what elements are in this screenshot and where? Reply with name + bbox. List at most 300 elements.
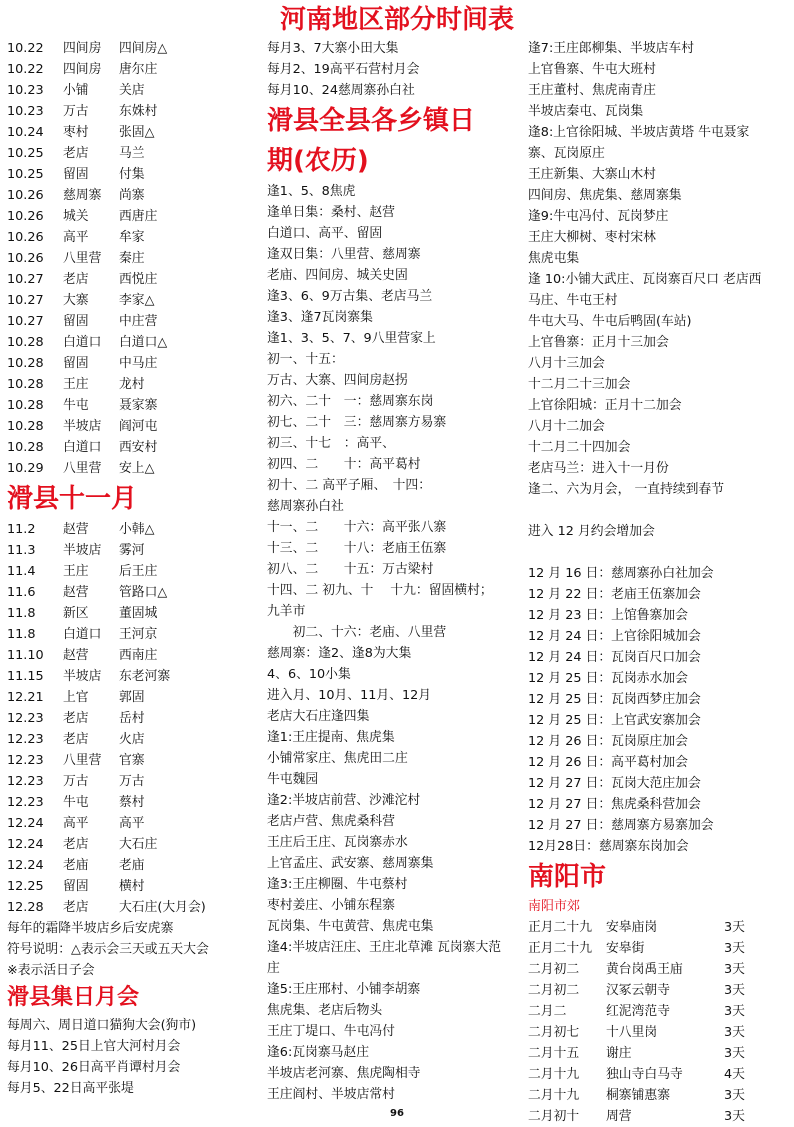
october-row-cell: 西安村 xyxy=(119,440,158,455)
market-day-line: 焦虎集、老店后物头 xyxy=(267,1003,383,1018)
market-day-line: 初八、二 十五：万古梁村 xyxy=(267,562,434,577)
temple-fair-row xyxy=(528,1043,790,1064)
october-row xyxy=(7,122,262,143)
december-fair-line: 12 月 25 日：瓦岗赤水加会 xyxy=(528,671,688,686)
october-row-cell: 唐尔庄 xyxy=(119,62,158,77)
market-day-line: 逢1、3、5、7、9八里营家上 xyxy=(267,331,436,346)
october-row-cell: 高平 xyxy=(63,230,89,245)
temple-fair-row-cell: 十八里岗 xyxy=(606,1025,658,1040)
october-row-cell: 10.28 xyxy=(7,398,44,413)
october-row xyxy=(7,353,262,374)
october-row-cell: 10.23 xyxy=(7,83,44,98)
november-row-cell: 官寨 xyxy=(119,753,145,768)
market-day-line: 逢4:半坡店汪庄、王庄北草滩 瓦岗寨大范 xyxy=(267,940,502,955)
december-fair-line: 12 月 27 日：瓦岗大范庄加会 xyxy=(528,776,701,791)
market-day-line: 初一、十五： xyxy=(267,352,344,367)
october-row-cell: 10.28 xyxy=(7,419,44,434)
november-row-cell: 大石庄 xyxy=(119,837,158,852)
november-row-cell: 11.2 xyxy=(7,522,36,537)
temple-fair-row-cell: 黄台岗禹王庙 xyxy=(606,962,683,977)
temple-fair-row-cell: 3天 xyxy=(724,983,745,998)
november-row-cell: 老庙 xyxy=(119,858,145,873)
october-row xyxy=(7,311,262,332)
november-row-cell: 半坡店 xyxy=(63,669,102,684)
november-row-cell: 王河京 xyxy=(119,627,158,642)
market-day-line: 老庙、四间房、城关史固 xyxy=(267,268,408,283)
column-left xyxy=(7,38,262,1099)
market-day-line: 十三、二 十八：老庙王伍寨 xyxy=(267,541,447,556)
october-row xyxy=(7,164,262,185)
october-row-cell: 张固△ xyxy=(119,125,155,140)
november-row-cell: 火店 xyxy=(119,732,145,747)
market-day-line: 初三、十七 ：高平、 xyxy=(267,436,395,451)
market-day-line: 十二月二十三加会 xyxy=(528,377,631,392)
november-row xyxy=(7,792,262,813)
market-day-line: 瓦岗集、牛屯黄营、焦虎屯集 xyxy=(267,919,434,934)
november-row-cell: 12.28 xyxy=(7,900,44,915)
october-row-cell: 付集 xyxy=(119,167,145,182)
november-row xyxy=(7,687,262,708)
section-subheading-nanyang-suburb: 南阳市郊 xyxy=(528,899,581,914)
market-day-line: 寨、瓦岗原庄 xyxy=(528,146,605,161)
october-row-cell: 八里营 xyxy=(63,251,102,266)
temple-fair-row-cell: 3天 xyxy=(724,962,745,977)
temple-fair-row-cell: 3天 xyxy=(724,920,745,935)
october-row xyxy=(7,59,262,80)
november-row-cell: 留固 xyxy=(63,879,89,894)
november-row-cell: 老庙 xyxy=(63,858,89,873)
november-row-cell: 11.15 xyxy=(7,669,44,684)
november-row xyxy=(7,540,262,561)
temple-fair-row xyxy=(528,938,790,959)
note-line: 每年的霜降半坡店乡后安虎寨 xyxy=(7,921,174,936)
market-day-line: 枣村姜庄、小铺东程寨 xyxy=(267,898,395,913)
october-row-cell: 10.25 xyxy=(7,146,44,161)
october-row-cell: 东姝村 xyxy=(119,104,158,119)
november-row xyxy=(7,750,262,771)
market-day-line: 逢2:半坡店前营、沙滩沱村 xyxy=(267,793,421,808)
october-row-cell: 10.22 xyxy=(7,41,44,56)
november-row-cell: 白道口 xyxy=(63,627,102,642)
october-row-cell: 留固 xyxy=(63,314,89,329)
november-row-cell: 12.23 xyxy=(7,753,44,768)
temple-fair-row xyxy=(528,1022,790,1043)
market-day-line: 逢3:王庄柳圈、牛屯蔡村 xyxy=(267,877,408,892)
market-day-line: 逢单日集：桑村、赵营 xyxy=(267,205,395,220)
october-row xyxy=(7,395,262,416)
december-fair-line: 12 月 24 日：瓦岗百尺口加会 xyxy=(528,650,701,665)
november-row xyxy=(7,855,262,876)
november-row xyxy=(7,645,262,666)
column-right xyxy=(528,38,790,1127)
november-row-cell: 管路口△ xyxy=(119,585,168,600)
market-day-line: 十一、二 十六：高平张八寨 xyxy=(267,520,447,535)
october-row xyxy=(7,143,262,164)
market-day-line: 王庄丁堤口、牛屯冯付 xyxy=(267,1024,395,1039)
temple-fair-row-cell: 独山寺白马寺 xyxy=(606,1067,683,1082)
october-row xyxy=(7,437,262,458)
market-day-line: 逢二、六为月会， 一直持续到春节 xyxy=(528,482,725,497)
october-row-cell: 10.26 xyxy=(7,188,44,203)
market-day-line: 逢双日集：八里营、慈周寨 xyxy=(267,247,421,262)
temple-fair-row xyxy=(528,980,790,1001)
market-day-line: 牛屯大马、牛屯后鸭固(车站) xyxy=(528,314,692,329)
december-fair-line: 12 月 24 日：上官徐阳城加会 xyxy=(528,629,701,644)
october-row-cell: 小铺 xyxy=(63,83,89,98)
market-day-line: 万古、大寨、四间房赵拐 xyxy=(267,373,408,388)
october-row xyxy=(7,80,262,101)
section-heading-town-dates-1: 滑县全县各乡镇日 xyxy=(267,106,476,136)
market-day-line: 初六、二十 一：慈周寨东岗 xyxy=(267,394,434,409)
market-day-line: 九羊市 xyxy=(267,604,306,619)
temple-fair-row-cell: 4天 xyxy=(724,1067,745,1082)
market-day-line: 半坡店老河寨、焦虎陶相寺 xyxy=(267,1066,421,1081)
column-middle xyxy=(267,38,527,1105)
market-day-line: 庄 xyxy=(267,961,280,976)
november-row-cell: 王庄 xyxy=(63,564,89,579)
october-row xyxy=(7,206,262,227)
november-row xyxy=(7,519,262,540)
november-row-cell: 12.23 xyxy=(7,774,44,789)
temple-fair-row xyxy=(528,1085,790,1106)
temple-fair-row-cell: 3天 xyxy=(724,1004,745,1019)
note-line: ※表示活日子会 xyxy=(7,963,95,978)
december-fair-line: 12 月 22 日：老庙王伍寨加会 xyxy=(528,587,701,602)
december-fair-line: 12 月 25 日：瓦岗西梦庄加会 xyxy=(528,692,701,707)
section-heading-nanyang: 南阳市 xyxy=(528,862,607,892)
market-day-line: 王庄董村、焦虎南青庄 xyxy=(528,83,656,98)
november-row-cell: 小韩△ xyxy=(119,522,155,537)
market-day-line: 慈周寨孙白社 xyxy=(267,499,344,514)
october-row-cell: 10.27 xyxy=(7,293,44,308)
november-row xyxy=(7,876,262,897)
temple-fair-row xyxy=(528,917,790,938)
market-day-line: 逢1:王庄提南、焦虎集 xyxy=(267,730,395,745)
october-row-cell: 马兰 xyxy=(119,146,145,161)
market-day-line: 初七、二十 三：慈周寨方易寨 xyxy=(267,415,447,430)
monthly-fair-line: 每月10、24慈周寨孙白社 xyxy=(267,83,415,98)
monthly-fair-line: 每月3、7大寨小田大集 xyxy=(267,41,399,56)
november-row xyxy=(7,708,262,729)
note-line: 符号说明：△表示会三天或五天大会 xyxy=(7,942,209,957)
temple-fair-row-cell: 二月初十 xyxy=(528,1109,580,1124)
october-row xyxy=(7,416,262,437)
december-fair-line: 12 月 26 日：高平葛村加会 xyxy=(528,755,688,770)
temple-fair-row-cell: 3天 xyxy=(724,1025,745,1040)
page-number: 96 xyxy=(390,1108,404,1119)
october-row-cell: 白道口 xyxy=(63,335,102,350)
october-row-cell: 牛屯 xyxy=(63,398,89,413)
november-row-cell: 万古 xyxy=(63,774,89,789)
october-row-cell: 10.22 xyxy=(7,62,44,77)
november-row-cell: 高平 xyxy=(119,816,145,831)
october-row-cell: 中马庄 xyxy=(119,356,158,371)
temple-fair-row-cell: 安皋街 xyxy=(606,941,645,956)
market-line: 每周六、周日道口猫狗大会(狗市) xyxy=(7,1018,197,1033)
market-day-line: 八月十三加会 xyxy=(528,356,605,371)
november-row-cell: 12.23 xyxy=(7,732,44,747)
october-row-cell: 10.23 xyxy=(7,104,44,119)
temple-fair-row xyxy=(528,1001,790,1022)
november-row-cell: 蔡村 xyxy=(119,795,145,810)
november-row-cell: 董固城 xyxy=(119,606,158,621)
market-day-line: 焦虎屯集 xyxy=(528,251,580,266)
market-day-line: 慈周寨：逢2、逢8为大集 xyxy=(267,646,412,661)
november-row-cell: 12.24 xyxy=(7,858,44,873)
market-day-line: 进入月、10月、11月、12月 xyxy=(267,688,432,703)
market-day-line: 初二、十六：老庙、八里营 xyxy=(267,625,447,640)
october-row-cell: 10.28 xyxy=(7,440,44,455)
november-row-cell: 老店 xyxy=(63,900,89,915)
page-title: 河南地区部分时间表 xyxy=(279,5,514,35)
october-row-cell: 10.26 xyxy=(7,230,44,245)
november-row-cell: 东老河寨 xyxy=(119,669,171,684)
october-row-cell: 四间房 xyxy=(63,62,102,77)
market-day-line: 初十、二 高平子厢、 十四： xyxy=(267,478,432,493)
october-row-cell: 王庄 xyxy=(63,377,89,392)
november-row-cell: 万古 xyxy=(119,774,145,789)
temple-fair-row-cell: 二月二 xyxy=(528,1004,567,1019)
october-row xyxy=(7,374,262,395)
temple-fair-row-cell: 谢庄 xyxy=(606,1046,632,1061)
november-row-cell: 赵营 xyxy=(63,585,89,600)
market-day-line: 逢6:瓦岗寨马赵庄 xyxy=(267,1045,370,1060)
temple-fair-row-cell: 正月二十九 xyxy=(528,941,592,956)
november-row-cell: 老店 xyxy=(63,732,89,747)
november-row-cell: 横村 xyxy=(119,879,145,894)
october-row-cell: 慈周寨 xyxy=(63,188,102,203)
october-row-cell: 四间房△ xyxy=(119,41,168,56)
october-row-cell: 老店 xyxy=(63,146,89,161)
december-fair-line: 12 月 27 日：焦虎桑科营加会 xyxy=(528,797,701,812)
market-day-line: 逢3、6、9万古集、老店马兰 xyxy=(267,289,433,304)
november-row xyxy=(7,771,262,792)
november-row-cell: 老店 xyxy=(63,711,89,726)
november-row xyxy=(7,582,262,603)
october-row-cell: 10.28 xyxy=(7,335,44,350)
october-row-cell: 10.28 xyxy=(7,377,44,392)
market-day-line: 老店马兰：进入十一月份 xyxy=(528,461,669,476)
temple-fair-row-cell: 二月十五 xyxy=(528,1046,580,1061)
market-day-line: 四间房、焦虎集、慈周寨集 xyxy=(528,188,682,203)
november-row-cell: 后王庄 xyxy=(119,564,158,579)
temple-fair-row-cell: 正月二十九 xyxy=(528,920,592,935)
market-day-line: 逢8:上官徐阳城、半坡店黄塔 牛屯聂家 xyxy=(528,125,750,140)
market-day-line: 逢1、5、8焦虎 xyxy=(267,184,356,199)
section-heading-market-days: 滑县集日月会 xyxy=(7,985,140,1010)
december-fair-line: 12 月 26 日：瓦岗原庄加会 xyxy=(528,734,688,749)
temple-fair-row-cell: 二月初二 xyxy=(528,962,580,977)
october-row-cell: 阎河屯 xyxy=(119,419,158,434)
october-row-cell: 10.26 xyxy=(7,251,44,266)
october-row xyxy=(7,290,262,311)
november-row-cell: 12.25 xyxy=(7,879,44,894)
market-day-line: 老店大石庄逢四集 xyxy=(267,709,370,724)
december-fair-line: 12 月 27 日：慈周寨方易寨加会 xyxy=(528,818,714,833)
market-line: 每月11、25日上官大河村月会 xyxy=(7,1039,181,1054)
november-row-cell: 赵营 xyxy=(63,522,89,537)
november-row-cell: 高平 xyxy=(63,816,89,831)
november-row-cell: 大石庄(大月会) xyxy=(119,900,206,915)
market-day-line: 4、6、10小集 xyxy=(267,667,351,682)
november-row-cell: 雾河 xyxy=(119,543,145,558)
market-day-line: 牛屯魏园 xyxy=(267,772,319,787)
temple-fair-row xyxy=(528,959,790,980)
temple-fair-row-cell: 周营 xyxy=(606,1109,632,1124)
december-heading: 进入 12 月约会增加会 xyxy=(528,524,655,539)
market-day-line: 上官鲁寨、牛屯大班村 xyxy=(528,62,656,77)
october-row-cell: 大寨 xyxy=(63,293,89,308)
november-row-cell: 西南庄 xyxy=(119,648,158,663)
october-row xyxy=(7,269,262,290)
november-row-cell: 赵营 xyxy=(63,648,89,663)
november-row-cell: 半坡店 xyxy=(63,543,102,558)
temple-fair-row-cell: 红泥湾范寺 xyxy=(606,1004,670,1019)
november-row-cell: 12.23 xyxy=(7,795,44,810)
market-day-line: 王庄大柳树、枣村宋林 xyxy=(528,230,656,245)
october-row-cell: 10.27 xyxy=(7,314,44,329)
november-row-cell: 11.10 xyxy=(7,648,44,663)
november-row xyxy=(7,729,262,750)
market-day-line: 上官孟庄、武安寨、慈周寨集 xyxy=(267,856,434,871)
october-row-cell: 西唐庄 xyxy=(119,209,158,224)
november-row xyxy=(7,624,262,645)
market-day-line: 上官徐阳城：正月十二加会 xyxy=(528,398,682,413)
market-day-line: 上官鲁寨：正月十三加会 xyxy=(528,335,669,350)
market-day-line: 白道口、高平、留固 xyxy=(267,226,383,241)
october-row-cell: 四间房 xyxy=(63,41,102,56)
october-row-cell: 半坡店 xyxy=(63,419,102,434)
october-row-cell: 白道口△ xyxy=(119,335,168,350)
november-row-cell: 新区 xyxy=(63,606,89,621)
december-fair-line: 12 月 16 日：慈周寨孙白社加会 xyxy=(528,566,714,581)
october-row-cell: 尚寨 xyxy=(119,188,145,203)
october-row-cell: 牟家 xyxy=(119,230,145,245)
october-row-cell: 10.26 xyxy=(7,209,44,224)
november-row-cell: 11.6 xyxy=(7,585,36,600)
temple-fair-row-cell: 3天 xyxy=(724,941,745,956)
november-row-cell: 老店 xyxy=(63,837,89,852)
october-row-cell: 西悦庄 xyxy=(119,272,158,287)
november-row-cell: 12.21 xyxy=(7,690,44,705)
market-day-line: 十二月二十四加会 xyxy=(528,440,631,455)
december-fair-line: 12 月 23 日：上馆鲁寨加会 xyxy=(528,608,688,623)
section-heading-town-dates-2: 期(农历) xyxy=(267,146,369,176)
october-row-cell: 龙村 xyxy=(119,377,145,392)
market-day-line: 老店卢营、焦虎桑科营 xyxy=(267,814,395,829)
october-row-cell: 10.29 xyxy=(7,461,44,476)
temple-fair-row-cell: 二月初二 xyxy=(528,983,580,998)
october-row-cell: 城关 xyxy=(63,209,89,224)
november-row-cell: 11.8 xyxy=(7,627,36,642)
october-row-cell: 聂家寨 xyxy=(119,398,158,413)
temple-fair-row-cell: 安皋庙岗 xyxy=(606,920,658,935)
market-day-line: 王庄新集、大寨山木村 xyxy=(528,167,656,182)
october-row xyxy=(7,248,262,269)
market-day-line: 初四、二 十：高平葛村 xyxy=(267,457,421,472)
november-row-cell: 11.3 xyxy=(7,543,36,558)
november-row-cell: 11.8 xyxy=(7,606,36,621)
temple-fair-row-cell: 汉冢云朝寺 xyxy=(606,983,670,998)
october-row xyxy=(7,458,262,479)
temple-fair-row-cell: 3天 xyxy=(724,1088,745,1103)
october-row-cell: 中庄营 xyxy=(119,314,158,329)
october-row xyxy=(7,332,262,353)
october-row xyxy=(7,38,262,59)
section-heading-november: 滑县十一月 xyxy=(7,484,138,514)
october-row xyxy=(7,101,262,122)
temple-fair-row-cell: 桐寨铺惠寨 xyxy=(606,1088,670,1103)
november-row-cell: 牛屯 xyxy=(63,795,89,810)
november-row-cell: 11.4 xyxy=(7,564,36,579)
october-row-cell: 安上△ xyxy=(119,461,155,476)
november-row xyxy=(7,897,262,918)
october-row-cell: 10.27 xyxy=(7,272,44,287)
november-row-cell: 12.23 xyxy=(7,711,44,726)
october-row-cell: 10.25 xyxy=(7,167,44,182)
market-day-line: 王庄阎村、半坡店常村 xyxy=(267,1087,395,1102)
market-day-line: 逢5:王庄邢村、小铺李胡寨 xyxy=(267,982,421,997)
october-row-cell: 留固 xyxy=(63,167,89,182)
october-row-cell: 秦庄 xyxy=(119,251,145,266)
october-row-cell: 10.28 xyxy=(7,356,44,371)
october-row xyxy=(7,185,262,206)
november-row-cell: 八里营 xyxy=(63,753,102,768)
market-day-line: 逢3、逢7瓦岗寨集 xyxy=(267,310,373,325)
market-day-line: 半坡店秦屯、瓦岗集 xyxy=(528,104,644,119)
november-row-cell: 12.24 xyxy=(7,837,44,852)
market-day-line: 逢 10:小铺大武庄、瓦岗寨百尺口 老店西 xyxy=(528,272,762,287)
temple-fair-row-cell: 二月十九 xyxy=(528,1088,580,1103)
temple-fair-row xyxy=(528,1064,790,1085)
october-row-cell: 万古 xyxy=(63,104,89,119)
october-row-cell: 关店 xyxy=(119,83,145,98)
market-day-line: 马庄、牛屯王村 xyxy=(528,293,618,308)
october-row xyxy=(7,227,262,248)
november-row xyxy=(7,561,262,582)
october-row-cell: 老店 xyxy=(63,272,89,287)
market-day-line: 八月十二加会 xyxy=(528,419,605,434)
november-row xyxy=(7,603,262,624)
market-line: 每月5、22日高平张堤 xyxy=(7,1081,134,1096)
market-day-line: 逢7:王庄郎柳集、半坡店车村 xyxy=(528,41,695,56)
temple-fair-row-cell: 3天 xyxy=(724,1046,745,1061)
market-day-line: 逢9:牛屯冯付、瓦岗梦庄 xyxy=(528,209,669,224)
december-fair-line: 12月28日：慈周寨东岗加会 xyxy=(528,839,689,854)
market-day-line: 王庄后王庄、瓦岗寨赤水 xyxy=(267,835,408,850)
november-row xyxy=(7,834,262,855)
temple-fair-row-cell: 二月十九 xyxy=(528,1067,580,1082)
market-day-line: 十四、二 初九、十 十九：留固横村； xyxy=(267,583,493,598)
november-row-cell: 12.24 xyxy=(7,816,44,831)
october-row-cell: 留固 xyxy=(63,356,89,371)
october-row-cell: 李家△ xyxy=(119,293,155,308)
october-row-cell: 白道口 xyxy=(63,440,102,455)
december-fair-line: 12 月 25 日：上官武安寨加会 xyxy=(528,713,701,728)
temple-fair-row-cell: 二月初七 xyxy=(528,1025,580,1040)
october-row-cell: 枣村 xyxy=(63,125,89,140)
market-day-line: 小铺常家庄、焦虎田二庄 xyxy=(267,751,408,766)
november-row xyxy=(7,666,262,687)
november-row-cell: 上官 xyxy=(63,690,89,705)
november-row-cell: 岳村 xyxy=(119,711,145,726)
market-line: 每月10、26日高平肖谭村月会 xyxy=(7,1060,181,1075)
october-row-cell: 八里营 xyxy=(63,461,102,476)
november-row-cell: 郭固 xyxy=(119,690,145,705)
november-row xyxy=(7,813,262,834)
temple-fair-row-cell: 3天 xyxy=(724,1109,745,1124)
october-row-cell: 10.24 xyxy=(7,125,44,140)
